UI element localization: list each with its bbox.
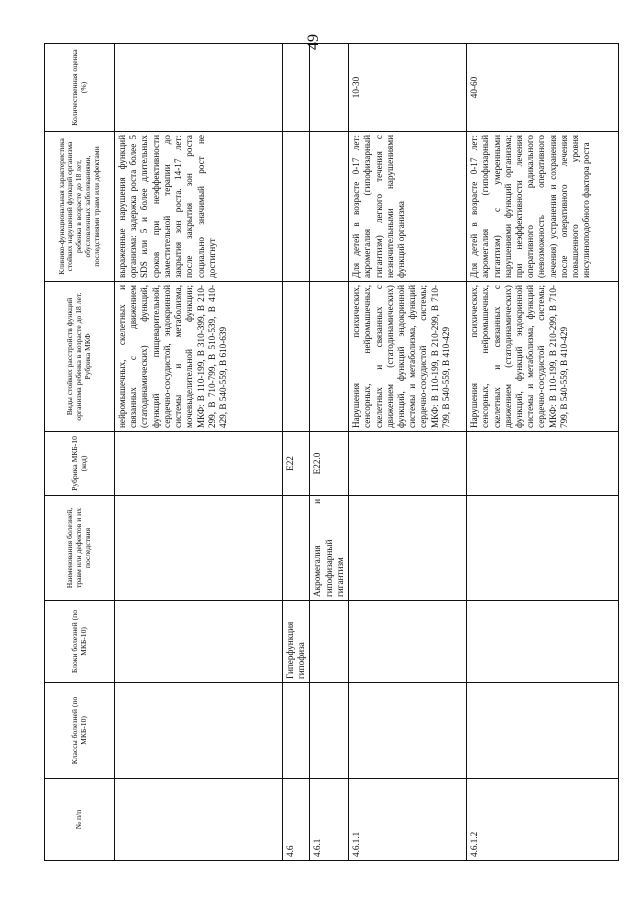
cell-empty <box>349 432 467 496</box>
table-row <box>283 44 310 861</box>
cell-score: 40-60 <box>467 44 619 132</box>
cell-code: Е22 <box>283 432 310 496</box>
disability-criteria-table <box>44 43 619 861</box>
table-wrapper <box>44 44 596 861</box>
header-blocks: Блоки болезней (по МКБ-10) <box>45 601 115 683</box>
cell-empty <box>349 496 467 601</box>
cell-block: Гиперфункция гипофиза <box>283 601 310 683</box>
table-row <box>349 44 467 861</box>
header-row <box>45 44 115 861</box>
cell-empty <box>310 282 349 432</box>
cell-empty <box>115 44 283 132</box>
table-row <box>467 44 619 861</box>
rotated-table-area <box>44 44 640 857</box>
header-characteristic: Клинико-функциональная характеристика стойких нарушений функций организма ребенка в возрасте до 18 лет, обусловленных заболеваниями, последствиями травм или дефектами <box>45 132 115 282</box>
cell-characteristic: Для детей в возрасте 0-17 лет: акромегалия (гипофизарный гигантизм) легкого течения с незначительными нарушениями функций организма <box>349 132 467 282</box>
table-row <box>310 44 349 861</box>
cell-empty <box>115 432 283 496</box>
cell-empty <box>283 44 310 132</box>
cell-num: 4.6.1.1 <box>349 779 467 861</box>
cell-name: Акромегалия и гипофизарный гигантизм <box>310 496 349 601</box>
header-score: Количественная оценка (%) <box>45 44 115 132</box>
table-row <box>115 44 283 861</box>
cell-empty <box>283 282 310 432</box>
header-num: № п/п <box>45 779 115 861</box>
cell-empty <box>115 496 283 601</box>
cell-empty <box>310 683 349 779</box>
cell-characteristic: Для детей в возрасте 0-17 лет: акромегалия (гипофизарный гигантизм) с умеренными нарушениями функций организма; при неэффективности лечения оперативного радикального (невозможность оперативного лечения) устранения и сохранения после оперативного лечения повышенного уровня инсулиноподобного фактора роста <box>467 132 619 282</box>
cell-empty <box>310 601 349 683</box>
cell-disorders: нейромышечных, скелетных и связанных с движением (статодинамических) функций, функций пищеварительной, сердечно-сосудистой, эндокринной системы и метаболизма, мочевыделительной функции; МКФ: В 110-199, В 310-399, В 210-299, В 710-799, В 510-539, В 410-429, В 540-559, В 610-639 <box>115 282 283 432</box>
cell-empty <box>349 683 467 779</box>
cell-code: Е22.0 <box>310 432 349 496</box>
cell-num: 4.6.1.2 <box>467 779 619 861</box>
header-classes: Классы болезней (по МКБ-10) <box>45 683 115 779</box>
header-code: Рубрика МКБ-10 (код) <box>45 432 115 496</box>
cell-empty <box>310 44 349 132</box>
cell-num: 4.6.1 <box>310 779 349 861</box>
header-names: Наименования болезней, травм или дефектов и их последствия <box>45 496 115 601</box>
cell-disorders: Нарушения психических, сенсорных, нейромышечных, скелетных и связанных с движением (статодинамических) функций, функций эндокринной системы и метаболизма, функций сердечно-сосудистой системы; МКФ: В 110-199, В 210-299, В 710-799, В 540-559, В 410-429 <box>467 282 619 432</box>
cell-score: 10-30 <box>349 44 467 132</box>
page-number: 49 <box>305 34 322 50</box>
cell-num: 4.6 <box>283 779 310 861</box>
cell-empty <box>467 683 619 779</box>
cell-empty <box>115 601 283 683</box>
cell-empty <box>467 601 619 683</box>
header-disorders: Виды стойких расстройств функций организма ребенка в возрасте до 18 лет. Рубрика МКФ <box>45 282 115 432</box>
cell-empty <box>115 779 283 861</box>
cell-characteristic: выраженные нарушения функций организма: задержка роста более 5 SDS или 5 и более длительных сроков при неэффективности заместительной терапии до закрытия зон роста. 14-17 лет: после закрытия зон роста социально значимый рост не достигнут <box>115 132 283 282</box>
cell-empty <box>467 432 619 496</box>
cell-empty <box>349 601 467 683</box>
cell-empty <box>283 683 310 779</box>
cell-empty <box>310 132 349 282</box>
cell-empty <box>283 496 310 601</box>
cell-empty <box>283 132 310 282</box>
cell-empty <box>115 683 283 779</box>
cell-disorders: Нарушения психических, сенсорных, нейромышечных, скелетных и связанных с движением (статодинамических) функций, функций эндокринной системы и метаболизма, функций сердечно-сосудистой системы; МКФ: В 110-199, В 210-299, В 710-799, В 540-559, В 410-429 <box>349 282 467 432</box>
cell-empty <box>467 496 619 601</box>
